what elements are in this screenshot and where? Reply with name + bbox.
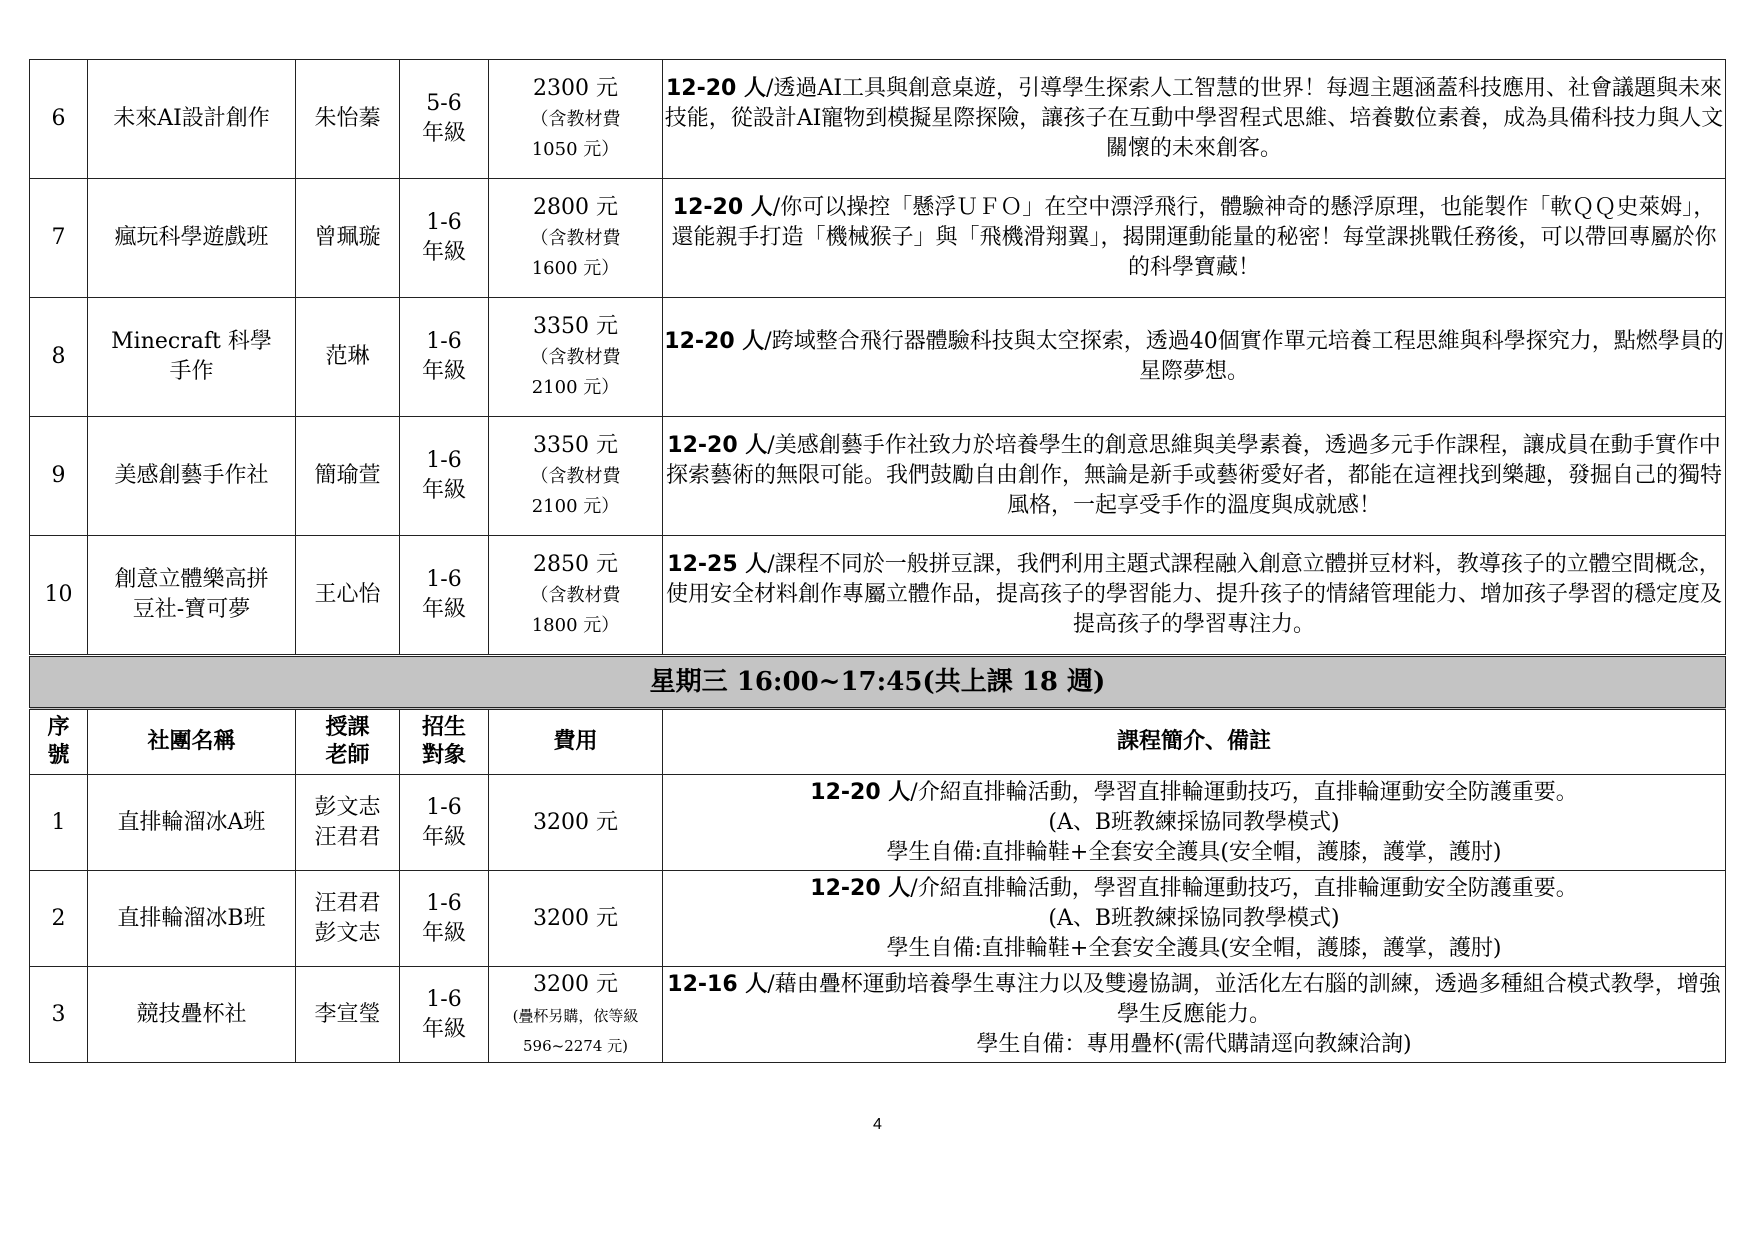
grade: 1-6 年級	[400, 967, 489, 1063]
header-club-name: 社團名稱	[88, 709, 296, 775]
header-description: 課程簡介、備註	[663, 709, 1726, 775]
grade: 5-6 年級	[400, 60, 489, 179]
table-header	[30, 709, 1726, 775]
fee: 2300 元 （含教材費 1050 元）	[489, 60, 663, 179]
club-name: 創意立體樂高拼 豆社-寶可夢	[88, 536, 296, 656]
course-description: 12-20 人/透過AI工具與創意桌遊，引導學生探索人工智慧的世界！每週主題涵蓋科技應用、社會議題與未來技能，從設計AI寵物到模擬星際探險，讓孩子在互動中學習程式思維、培養數位素養，成為具備科技力與人文關懷的未來創客。	[663, 60, 1726, 179]
table-row	[30, 775, 1726, 871]
club-name: 未來AI設計創作	[88, 60, 296, 179]
schedule-table	[29, 59, 1726, 1063]
grade: 1-6 年級	[400, 871, 489, 967]
fee: 2800 元 （含教材費 1600 元）	[489, 179, 663, 298]
row-number: 7	[30, 179, 88, 298]
table-row	[30, 298, 1726, 417]
club-name: 瘋玩科學遊戲班	[88, 179, 296, 298]
course-description: 12-16 人/藉由疊杯運動培養學生專注力以及雙邊協調，並活化左右腦的訓練，透過多種組合模式教學，增強學生反應能力。 學生自備：專用疊杯(需代購請逕向教練洽詢)	[663, 967, 1726, 1063]
fee: 2850 元 （含教材費 1800 元）	[489, 536, 663, 656]
grade: 1-6 年級	[400, 417, 489, 536]
row-number: 8	[30, 298, 88, 417]
table-row	[30, 60, 1726, 179]
fee: 3200 元 (疊杯另購，依等級 596~2274 元)	[489, 967, 663, 1063]
teacher: 汪君君 彭文志	[296, 871, 400, 967]
teacher: 范琳	[296, 298, 400, 417]
teacher: 王心怡	[296, 536, 400, 656]
row-number: 3	[30, 967, 88, 1063]
teacher: 曾珮璇	[296, 179, 400, 298]
fee: 3350 元 （含教材費 2100 元）	[489, 298, 663, 417]
club-name: Minecraft 科學 手作	[88, 298, 296, 417]
course-description: 12-20 人/介紹直排輪活動，學習直排輪運動技巧，直排輪運動安全防護重要。 (A、B班教練採協同教學模式) 學生自備:直排輪鞋+全套安全護具(安全帽，護膝，護掌，護肘)	[663, 871, 1726, 967]
fee: 3200 元	[489, 775, 663, 871]
section-title: 星期三 16:00~17:45(共上課 18 週)	[30, 656, 1726, 709]
teacher: 朱怡蓁	[296, 60, 400, 179]
row-number: 2	[30, 871, 88, 967]
table-row	[30, 179, 1726, 298]
teacher: 簡瑜萱	[296, 417, 400, 536]
header-fee: 費用	[489, 709, 663, 775]
fee: 3200 元	[489, 871, 663, 967]
course-description: 12-25 人/課程不同於一般拼豆課，我們利用主題式課程融入創意立體拼豆材料，教導孩子的立體空間概念，使用安全材料創作專屬立體作品，提高孩子的學習能力、提升孩子的情緒管理能力、增加孩子學習的穩定度及提高孩子的學習專注力。	[663, 536, 1726, 656]
course-description: 12-20 人/跨域整合飛行器體驗科技與太空探索，透過40個實作單元培養工程思維與科學探究力，點燃學員的星際夢想。	[663, 298, 1726, 417]
course-description: 12-20 人/介紹直排輪活動，學習直排輪運動技巧，直排輪運動安全防護重要。 (A、B班教練採協同教學模式) 學生自備:直排輪鞋+全套安全護具(安全帽，護膝，護掌，護肘)	[663, 775, 1726, 871]
fee: 3350 元 （含教材費 2100 元）	[489, 417, 663, 536]
row-number: 1	[30, 775, 88, 871]
club-name: 直排輪溜冰B班	[88, 871, 296, 967]
club-name: 競技疊杯社	[88, 967, 296, 1063]
grade: 1-6 年級	[400, 775, 489, 871]
table-row	[30, 417, 1726, 536]
header-number: 序 號	[30, 709, 88, 775]
grade: 1-6 年級	[400, 179, 489, 298]
table-row	[30, 871, 1726, 967]
course-description: 12-20 人/美感創藝手作社致力於培養學生的創意思維與美學素養，透過多元手作課程，讓成員在動手實作中探索藝術的無限可能。我們鼓勵自由創作，無論是新手或藝術愛好者，都能在這裡找到樂趣，發掘自己的獨特風格，一起享受手作的溫度與成就感！	[663, 417, 1726, 536]
row-number: 10	[30, 536, 88, 656]
row-number: 9	[30, 417, 88, 536]
page-number: 4	[873, 1116, 882, 1133]
header-target: 招生 對象	[400, 709, 489, 775]
header-teacher: 授課 老師	[296, 709, 400, 775]
club-name: 美感創藝手作社	[88, 417, 296, 536]
teacher: 李宣瑩	[296, 967, 400, 1063]
table-row	[30, 967, 1726, 1063]
table-row	[30, 536, 1726, 656]
row-number: 6	[30, 60, 88, 179]
grade: 1-6 年級	[400, 298, 489, 417]
course-description: 12-20 人/你可以操控「懸浮ＵＦＯ」在空中漂浮飛行，體驗神奇的懸浮原理，也能製作「軟ＱＱ史萊姆」，還能親手打造「機械猴子」與「飛機滑翔翼」，揭開運動能量的秘密！每堂課挑戰任務後，可以帶回專屬於你的科學寶藏！	[663, 179, 1726, 298]
teacher: 彭文志 汪君君	[296, 775, 400, 871]
grade: 1-6 年級	[400, 536, 489, 656]
club-name: 直排輪溜冰A班	[88, 775, 296, 871]
section-banner	[30, 656, 1726, 709]
